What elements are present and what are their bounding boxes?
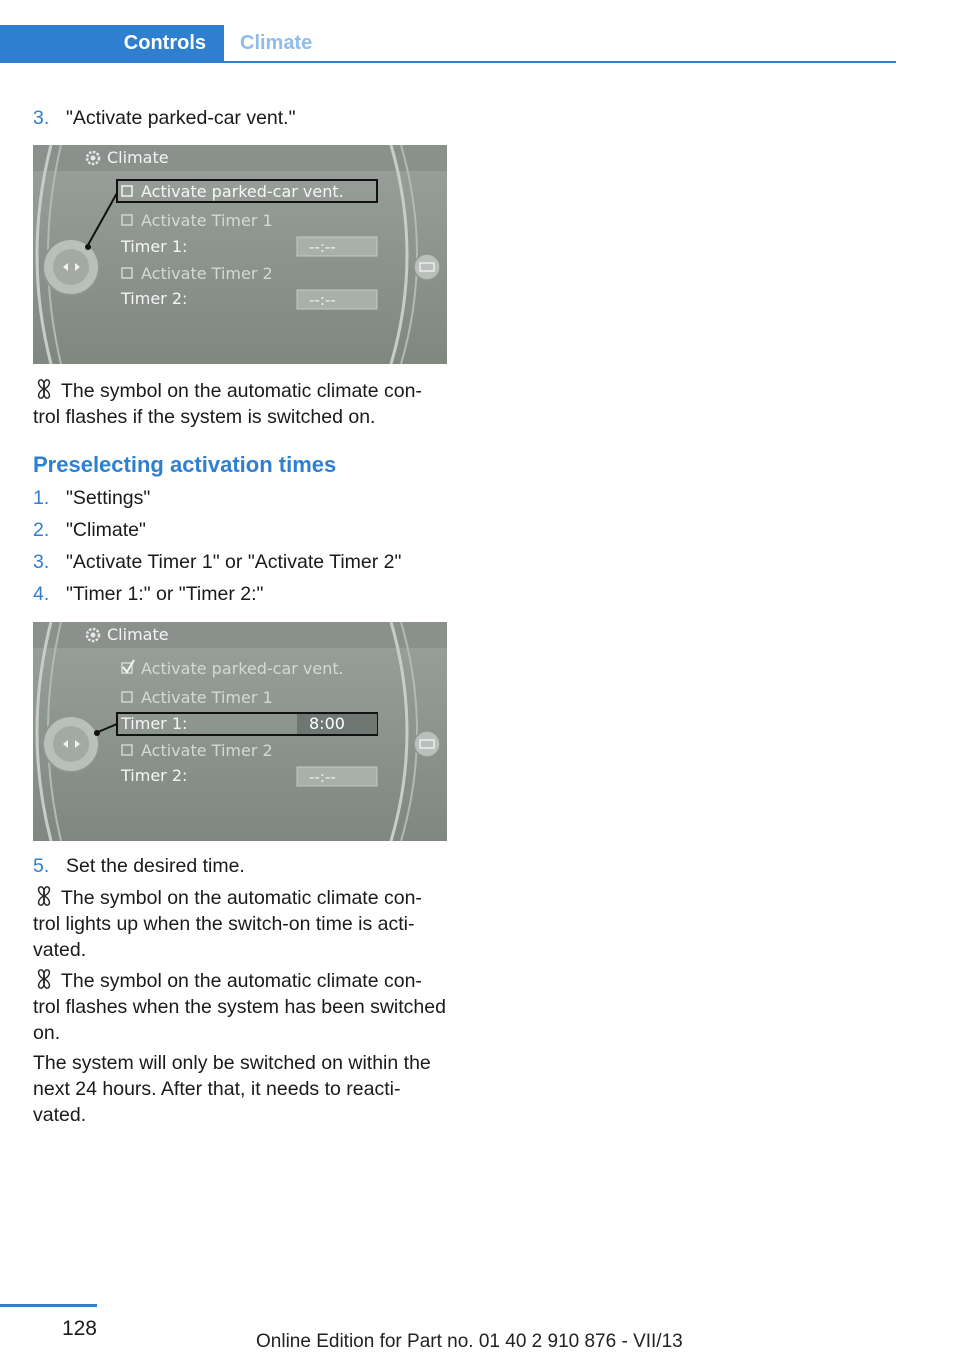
- online-edition: Online Edition for Part no. 01 40 2 910 876 - VII/13: [256, 1331, 683, 1352]
- section-title: Preselecting activation times: [33, 452, 337, 477]
- body-paragraph: The system will only be switched on within the next 24 hours. After that, it needs to reacti-vated.: [33, 1052, 431, 1126]
- climate-screen-1: [33, 145, 447, 364]
- note-text: The symbol on the automatic climate con-trol flashes if the system is switched on.: [33, 380, 422, 428]
- screen-title: Climate: [107, 625, 169, 644]
- note-text: The symbol on the automatic climate con-trol lights up when the switch-on time is acti-vated.: [33, 887, 422, 961]
- climate-screen-2: [33, 622, 447, 841]
- step-number: 4.: [33, 583, 50, 605]
- menu-button-icon: [414, 254, 440, 280]
- timer-1-value: 8:00: [309, 714, 345, 733]
- note-lights-up: [33, 885, 447, 963]
- step-number: 3.: [33, 107, 50, 129]
- row-timer-2[interactable]: Timer 2:: [121, 766, 188, 785]
- row-timer-1[interactable]: Timer 1:: [121, 714, 188, 733]
- step-text: "Timer 1:" or "Timer 2:": [66, 583, 264, 605]
- timer-2-value: --:--: [309, 768, 336, 786]
- note-flashes: [33, 378, 447, 430]
- step-text: Set the desired time.: [66, 855, 245, 877]
- screen-title: Climate: [107, 148, 169, 167]
- fan-symbol-icon: [33, 378, 55, 400]
- row-activate-timer-2[interactable]: Activate Timer 2: [141, 741, 273, 760]
- step-text: "Settings": [66, 487, 151, 509]
- step-text: "Activate parked-car vent.": [66, 107, 296, 129]
- row-activate-timer-1[interactable]: Activate Timer 1: [141, 211, 273, 230]
- row-timer-1[interactable]: Timer 1:: [121, 237, 188, 256]
- fan-symbol-icon: [33, 968, 55, 990]
- fan-symbol-icon: [33, 885, 55, 907]
- step-number: 3.: [33, 551, 50, 573]
- step-number: 5.: [33, 855, 50, 877]
- step-text: "Climate": [66, 519, 146, 541]
- page-header: [0, 25, 896, 63]
- step-text: "Activate Timer 1" or "Activate Timer 2": [66, 551, 402, 573]
- tab-controls[interactable]: Controls: [0, 25, 224, 61]
- step-number: 2.: [33, 519, 50, 541]
- timer-1-value: --:--: [309, 238, 336, 256]
- tab-climate[interactable]: Climate: [240, 32, 313, 54]
- row-activate-vent[interactable]: Activate parked-car vent.: [141, 659, 344, 678]
- row-activate-timer-1[interactable]: Activate Timer 1: [141, 688, 273, 707]
- footer-rule: [0, 1304, 97, 1307]
- row-activate-timer-2[interactable]: Activate Timer 2: [141, 264, 273, 283]
- note-switched-on: [33, 968, 447, 1046]
- row-timer-2[interactable]: Timer 2:: [121, 289, 188, 308]
- page-number: 128: [61, 1317, 97, 1340]
- controller-knob-icon: [43, 716, 99, 772]
- step-number: 1.: [33, 487, 50, 509]
- menu-button-icon: [414, 731, 440, 757]
- note-text: The symbol on the automatic climate con-trol flashes when the system has been switched on.: [33, 970, 446, 1044]
- timer-2-value: --:--: [309, 291, 336, 309]
- row-activate-vent[interactable]: Activate parked-car vent.: [141, 182, 344, 201]
